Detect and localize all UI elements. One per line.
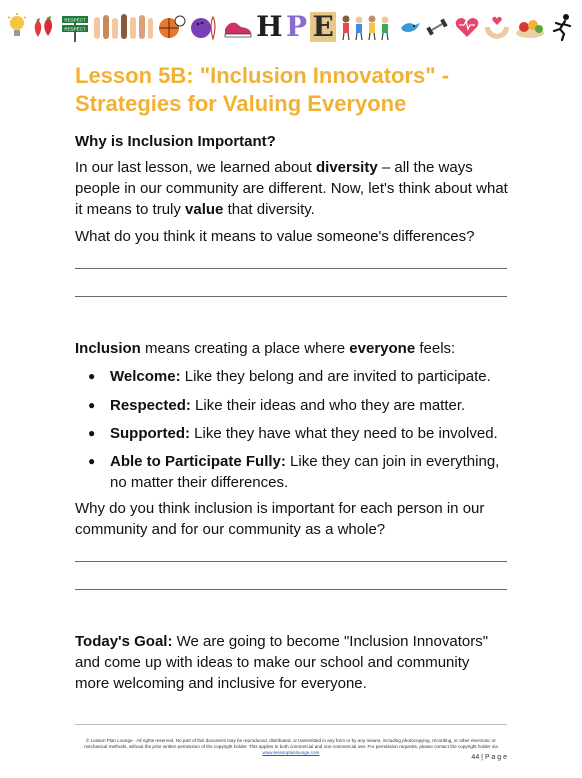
runner-icon [550,12,576,42]
bullet-term: Welcome: [110,368,181,385]
page-number-value: 44 [471,754,480,761]
page-number: 44 | P a g e [471,754,507,761]
intro-text-d: feels: [415,340,456,357]
section2-question: Why do you think inclusion is important for each person in our community and for our community as a whole? [75,500,485,538]
food-icon [514,12,546,42]
bullet-welcome [88,366,518,387]
bullet-dot-icon: ● [88,426,96,440]
bullet-term: Able to Participate Fully: [110,453,286,470]
copyright-notice [75,738,507,756]
intro-text-b: means creating a place where [140,340,350,357]
sign-text-bottom: RESPECT [64,26,86,32]
sports-balls-icon [158,12,186,42]
sign-text-top: RESPECT [64,17,86,23]
bullet-text: Like they belong and are invited to participate. [180,368,491,385]
para1-text-a: In our last lesson, we learned about [75,159,316,176]
section1-heading: Why is Inclusion Important? [75,133,276,150]
bowling-icon [189,12,219,42]
answer-line [75,589,507,590]
answer-line [75,268,507,269]
copyright-text: © Lesson Plan Lounge - All rights reserved. No part of this document may be reproduced, distributed, or transmitted in any form or by any means, including photocopying, recording, or other electronic or mechanical methods, without the prior written permission of the copyright holder. This applies to both commercial and non-commercial use. For permission requests, please contact the copyright holder via [84,738,498,749]
page-label: P a g e [484,754,507,761]
letter-h-icon: H [256,10,283,43]
website-link[interactable]: www.lessonplanlounge.com [262,750,320,755]
para1-bold-value: value [185,201,224,218]
todays-goal [75,631,507,694]
bird-icon [399,12,421,42]
bullet-supported [88,423,518,444]
goal-text: We are going to become "Inclusion Innovators" and come up with ideas to make our school and community more welcoming and inclusive for everyone. [75,633,489,692]
goal-label: Today's Goal: [75,633,173,650]
answer-line [75,561,507,562]
para1-bold-diversity: diversity [315,159,378,176]
kids-playing-icon [339,12,395,42]
intro-bold-everyone: everyone [349,340,416,357]
header-banner [6,10,576,44]
bullet-term: Supported: [110,425,190,442]
para1-text-c: – all the ways people in our community are different. Now, let's think about what it means to truly [75,159,508,218]
sneaker-icon [223,12,253,42]
inclusion-intro [75,338,515,359]
bullet-dot-icon: ● [88,369,96,383]
hands-heart-icon [483,12,511,42]
para1-text-e: that diversity. [223,201,315,218]
dumbbell-icon [424,12,450,42]
bullet-text: Like they have what they need to be involved. [190,425,498,442]
bullet-respected [88,395,518,416]
strawberries-icon [31,12,57,42]
road-sign-icon [61,12,89,42]
heart-icon [454,12,480,42]
intro-bold-inclusion: Inclusion [75,340,141,357]
bullet-participate-fully [88,451,518,493]
bullet-text: Like they can join in everything, no matter their differences. [110,453,500,491]
section1-question: What do you think it means to value someone's differences? [75,228,475,245]
lesson-title: Lesson 5B: "Inclusion Innovators" - Strategies for Valuing Everyone [75,63,450,116]
letter-p-icon: P [285,10,308,43]
footer-divider [75,724,507,725]
bullet-dot-icon: ● [88,454,96,468]
bullet-dot-icon: ● [88,398,96,412]
answer-line [75,296,507,297]
lightbulb-icon [6,12,28,42]
section1-paragraph [75,157,510,220]
raised-hands-icon [92,12,154,42]
bullet-text: Like their ideas and who they are matter. [190,397,466,414]
bullet-term: Respected: [110,397,191,414]
letter-e-icon: E [312,10,334,43]
